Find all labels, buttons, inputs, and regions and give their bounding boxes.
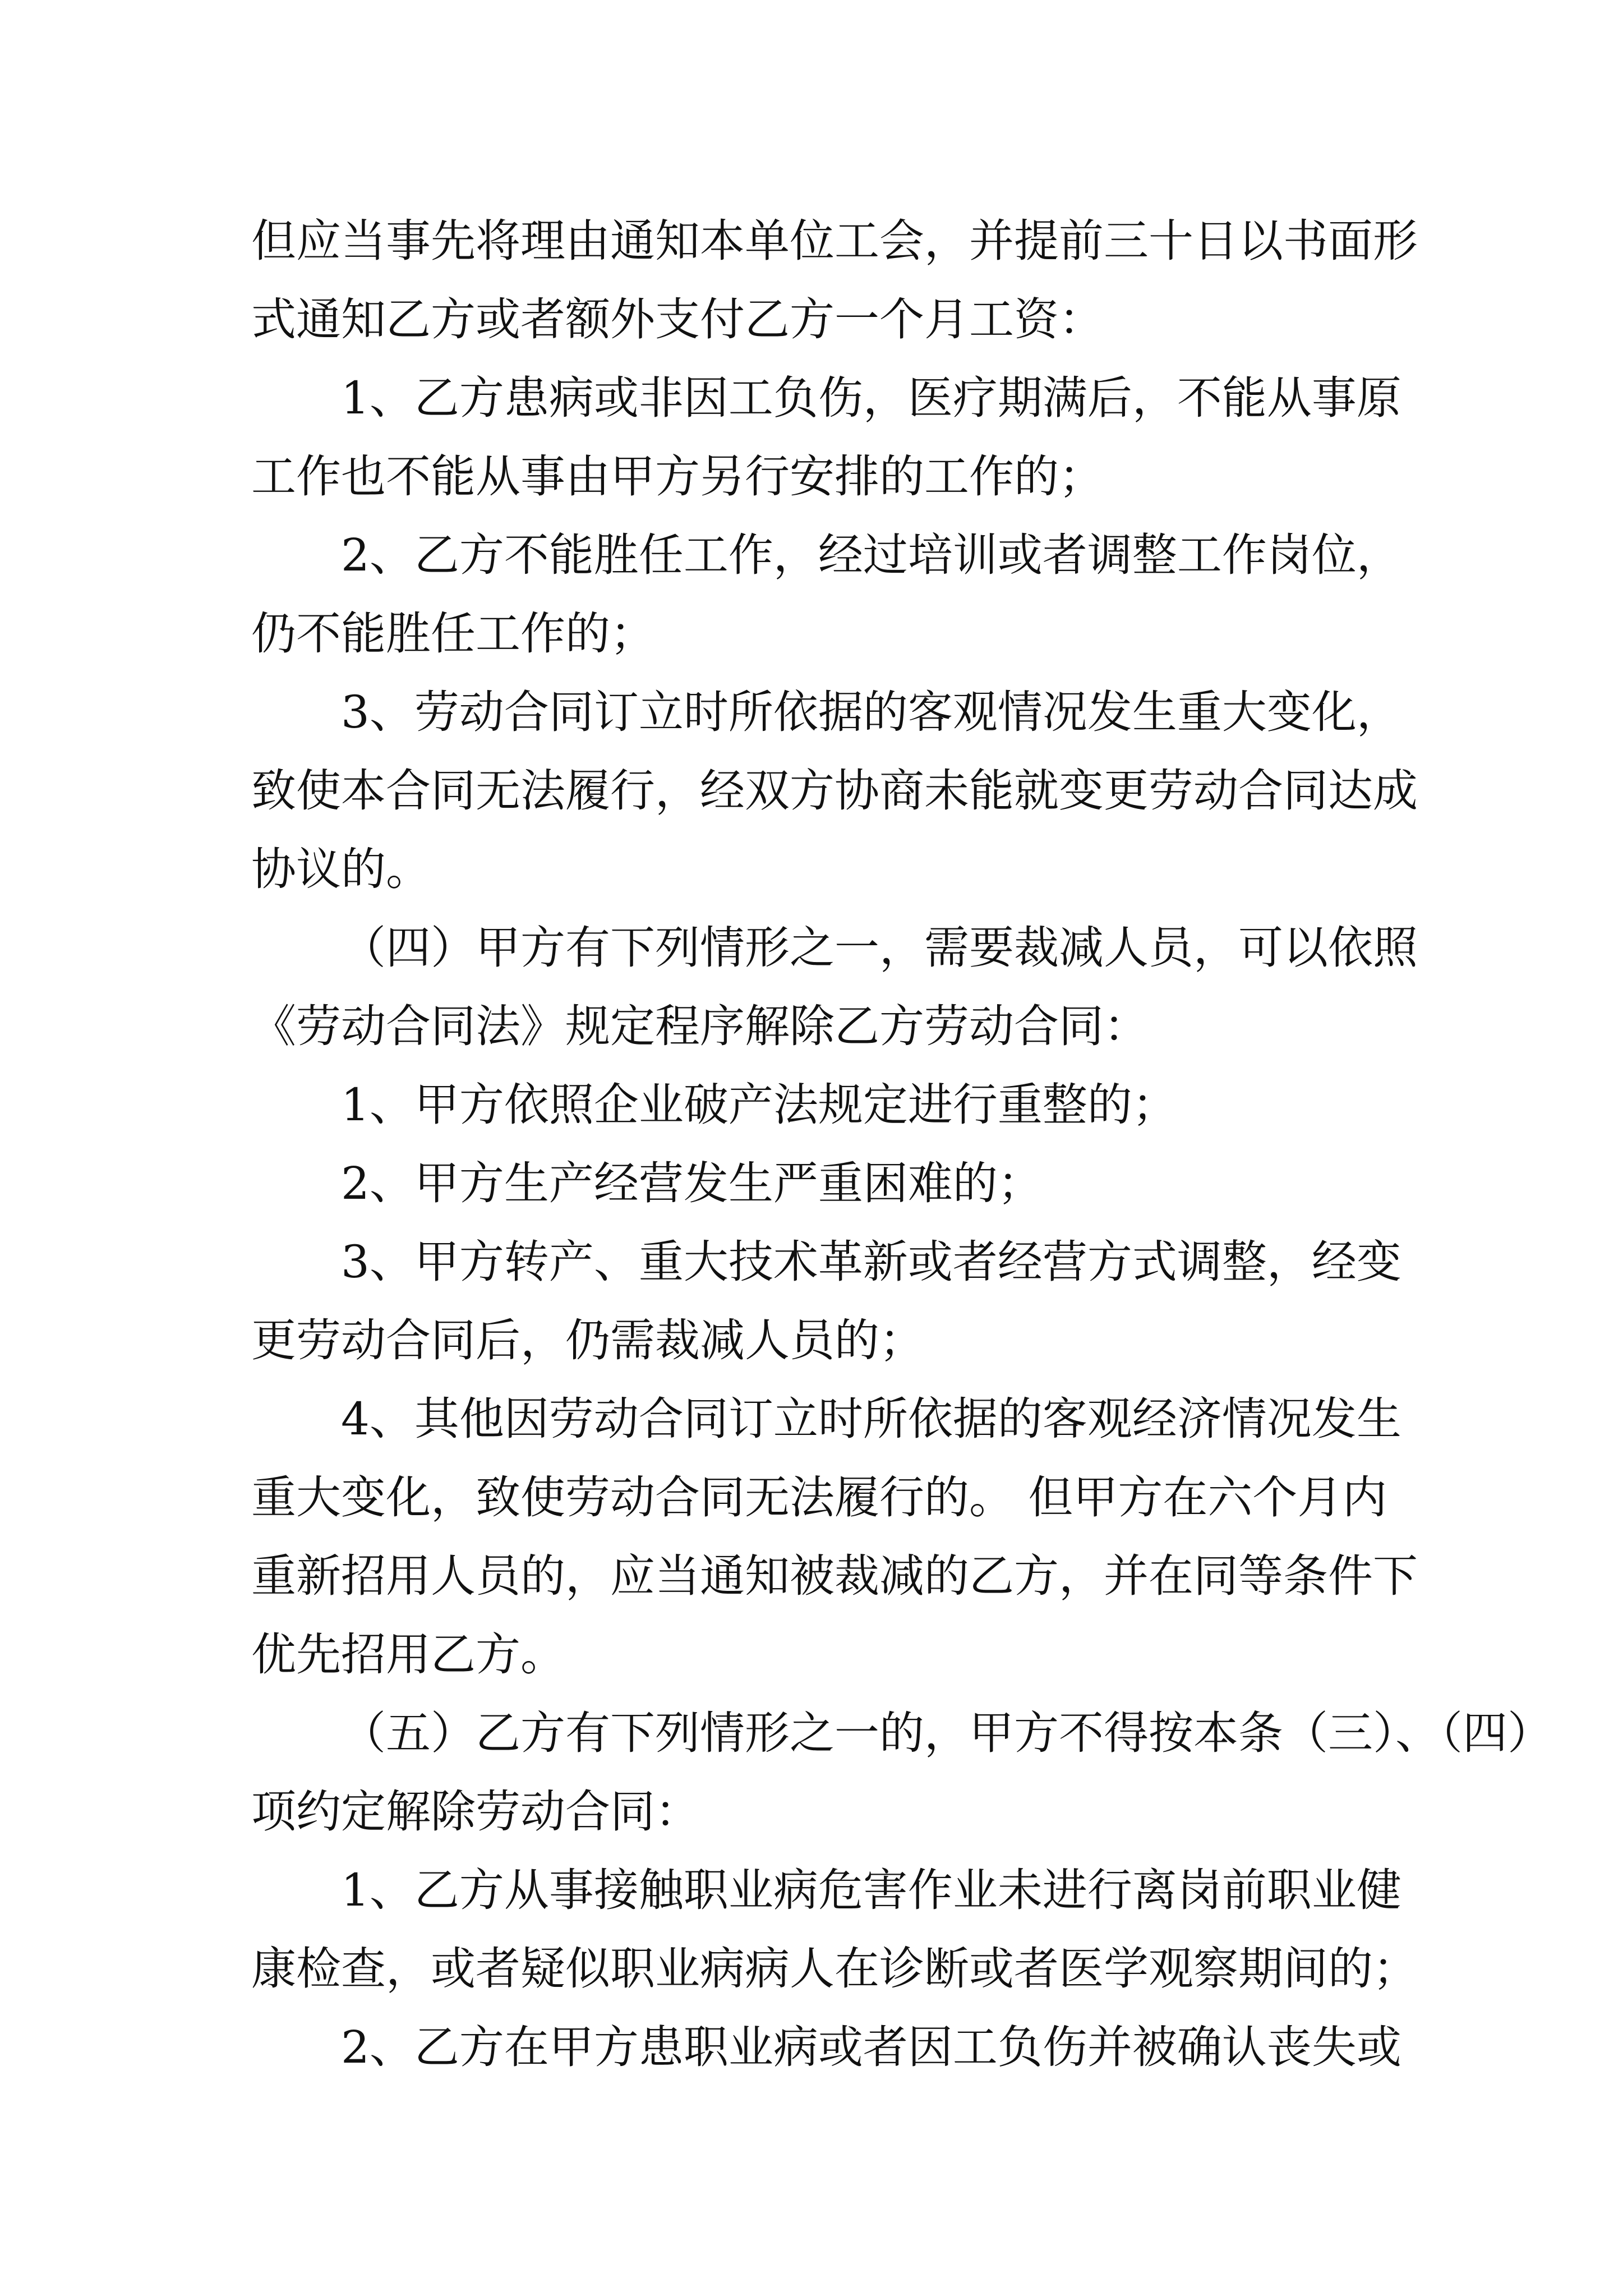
text-line: 3、劳动合同订立时所依据的客观情况发生重大变化， — [341, 686, 1401, 738]
document-body — [251, 202, 1552, 2087]
text-line: 《劳动合同法》规定程序解除乙方劳动合同： — [251, 1000, 1149, 1052]
text-line: （四）甲方有下列情形之一，需要裁减人员，可以依照 — [341, 922, 1418, 974]
text-line: 2、乙方在甲方患职业病或者因工负伤并被确认丧失或 — [341, 2021, 1401, 2073]
text-line: 协议的。 — [251, 843, 431, 895]
text-line: 1、甲方依照企业破产法规定进行重整的； — [341, 1079, 1177, 1131]
text-line: 工作也不能从事由甲方另行安排的工作的； — [251, 450, 1104, 503]
text-line: 重大变化，致使劳动合同无法履行的。 但甲方在六个月内 — [251, 1471, 1387, 1524]
text-line: 4、其他因劳动合同订立时所依据的客观经济情况发生 — [341, 1393, 1401, 1445]
text-line: 致使本合同无法履行，经双方协商未能就变更劳动合同达成 — [251, 765, 1418, 817]
text-line: 项约定解除劳动合同： — [251, 1786, 700, 1838]
text-line: 3、甲方转产、重大技术革新或者经营方式调整，经变 — [341, 1236, 1401, 1288]
text-line: 2、甲方生产经营发生严重困难的； — [341, 1157, 1043, 1209]
text-line: （五）乙方有下列情形之一的，甲方不得按本条（三）、（四） — [341, 1707, 1552, 1759]
text-line: 式通知乙方或者额外支付乙方一个月工资： — [251, 293, 1104, 346]
text-line: 重新招用人员的，应当通知被裁减的乙方，并在同等条件下 — [251, 1550, 1418, 1602]
text-line: 2、乙方不能胜任工作，经过培训或者调整工作岗位， — [341, 529, 1401, 581]
text-line: 优先招用乙方。 — [251, 1628, 565, 1681]
text-line: 更劳动合同后，仍需裁减人员的； — [251, 1314, 924, 1366]
text-line: 仍不能胜任工作的； — [251, 608, 655, 660]
text-line: 但应当事先将理由通知本单位工会，并提前三十日以书面形 — [251, 215, 1418, 267]
text-line: 1、乙方从事接触职业病危害作业未进行离岗前职业健 — [341, 1864, 1401, 1916]
text-line: 1、乙方患病或非因工负伤，医疗期满后，不能从事原 — [341, 372, 1401, 424]
text-line: 康检查，或者疑似职业病病人在诊断或者医学观察期间的； — [251, 1943, 1418, 1995]
